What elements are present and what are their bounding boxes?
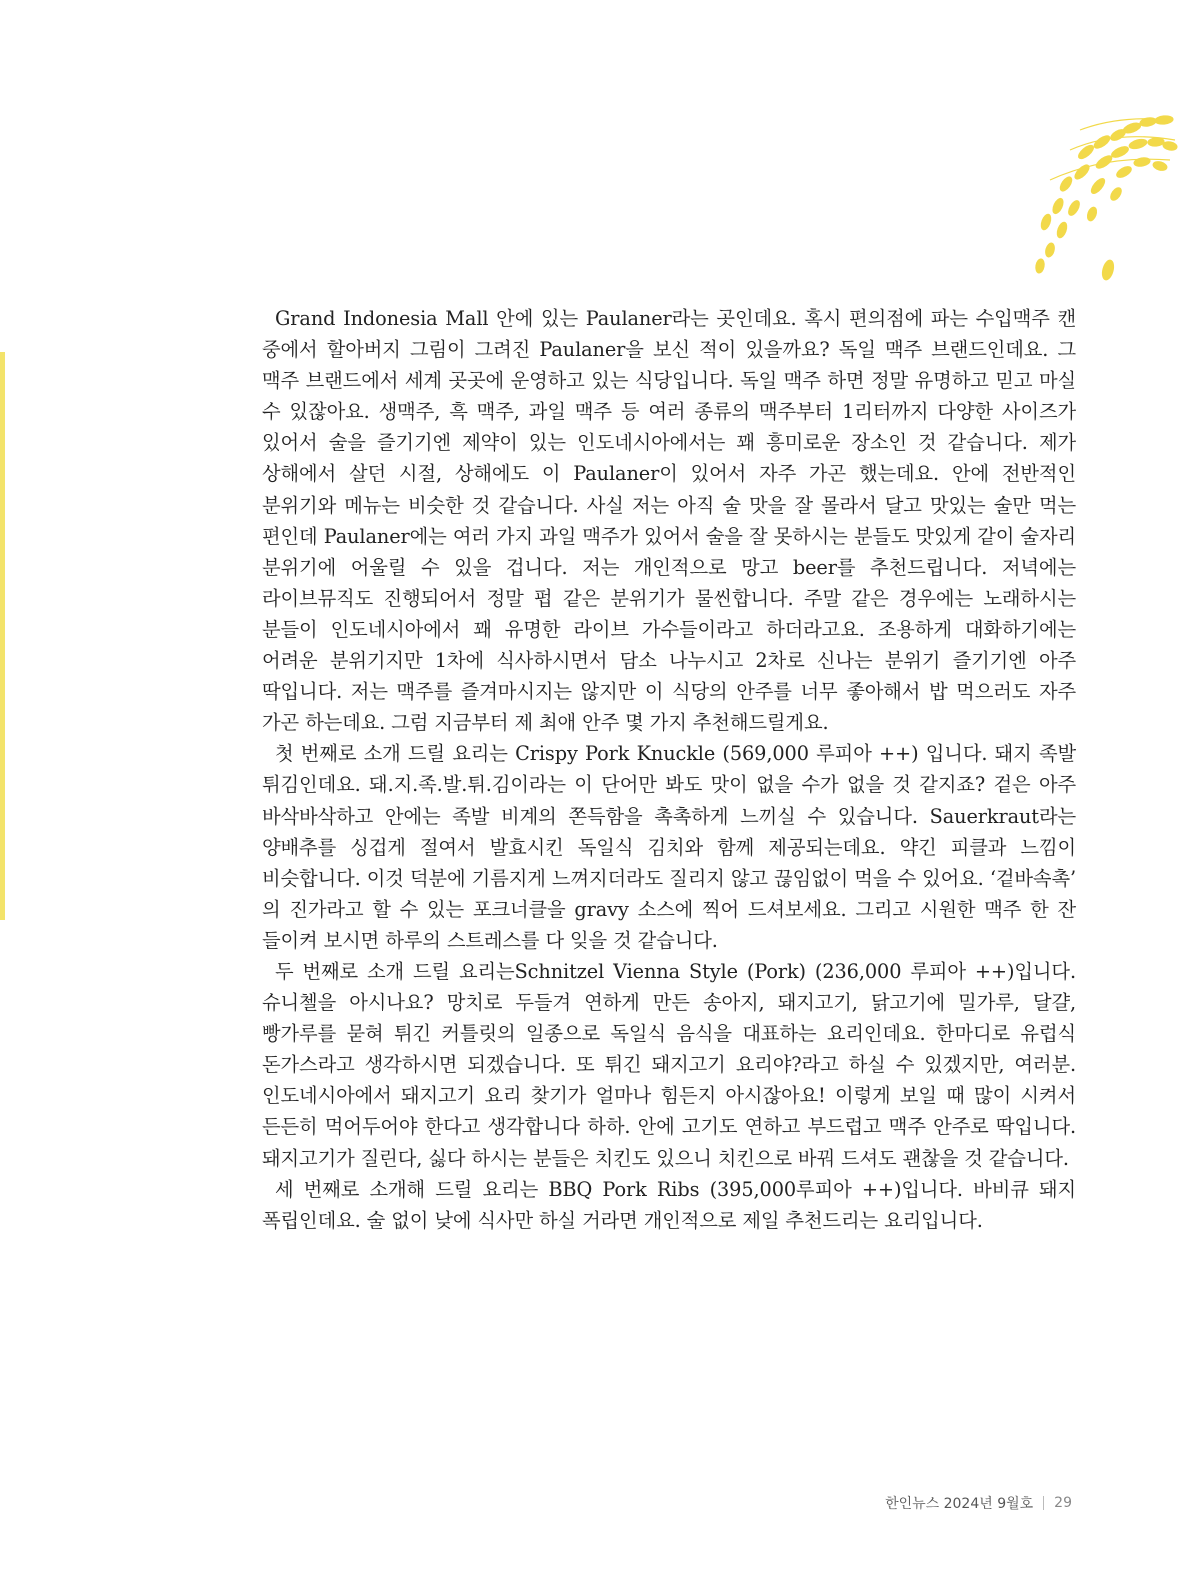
article-paragraph: Grand Indonesia Mall 안에 있는 Paulaner라는 곳인데요. 혹시 편의점에 파는 수입맥주 캔 중에서 할아버지 그림이 그려진 Paulaner을 보신 적이 있을까요? 독일 맥주 브랜드인데요. 그 맥주 브랜드에서 세계 곳곳에 운영하고 있는 식당입니다. 독일 맥주 하면 정말 유명하고 믿고 마실 수 있잖아요. 생맥주, 흑 맥주, 과일 맥주 등 여러 종류의 맥주부터 1리터까지 다양한 사이즈가 있어서 술을 즐기기엔 제약이 있는 인도네시아에서는 꽤 흥미로운 장소인 것 같습니다. 제가 상해에서 살던 시절, 상해에도 이 Paulaner이 있어서 자주 가곤 했는데요. 안에 전반적인 분위기와 메뉴는 비슷한 것 같습니다. 사실 저는 아직 술 맛을 잘 몰라서 달고 맛있는 술만 먹는 편인데 Paulaner에는 여러 가지 과일 맥주가 있어서 술을 잘 못하시는 분들도 맛있게 같이 술자리 분위기에 어울릴 수 있을 겁니다. 저는 개인적으로 망고 beer를 추천드립니다. 저녁에는 라이브뮤직도 진행되어서 정말 펍 같은 분위기가 물씬합니다. 주말 같은 경우에는 노래하시는 분들이 인도네시아에서 꽤 유명한 라이브 가수들이라고 하더라고요. 조용하게 대화하기에는 어려운 분위기지만 1차에 식사하시면서 담소 나누시고 2차로 신나는 분위기 즐기기엔 아주 딱입니다. 저는 맥주를 즐겨마시지는 않지만 이 식당의 안주를 너무 좋아해서 밥 먹으러도 자주 가곤 하는데요. 그럼 지금부터 제 최애 안주 몇 가지 추천해드릴게요. bbox=[262, 307, 1076, 735]
article-paragraph: 두 번째로 소개 드릴 요리는Schnitzel Vienna Style (Pork) (236,000 루피아 ++)입니다. 슈니첼을 아시나요? 망치로 두들겨 연하게 만든 송아지, 돼지고기, 닭고기에 밀가루, 달걀, 빵가루를 묻혀 튀긴 커틀릿의 일종으로 독일식 음식을 대표하는 요리인데요. 한마디로 유럽식 돈가스라고 생각하시면 되겠습니다. 또 튀긴 돼지고기 요리야?라고 하실 수 있겠지만, 여러분. 인도네시아에서 돼지고기 요리 찾기가 얼마나 힘든지 아시잖아요! 이렇게 보일 때 많이 시켜서 든든히 먹어두어야 한다고 생각합니다 하하. 안에 고기도 연하고 부드럽고 맥주 안주로 딱입니다. 돼지고기가 질린다, 싫다 하시는 분들은 치킨도 있으니 치킨으로 바꿔 드셔도 괜찮을 것 같습니다. bbox=[262, 959, 1076, 1170]
rice-stalk-leaves-icon bbox=[1020, 110, 1182, 290]
issue-label: 한인뉴스 2024년 9월호 bbox=[885, 1496, 1034, 1512]
page-number: 29 bbox=[1054, 1495, 1072, 1511]
article-body bbox=[262, 303, 1076, 1236]
article-paragraph: 첫 번째로 소개 드릴 요리는 Crispy Pork Knuckle (569,000 루피아 ++) 입니다. 돼지 족발 튀김인데요. 돼.지.족.발.튀.김이라는 이 단어만 봐도 맛이 없을 수가 없을 것 같지죠? 겉은 아주 바삭바삭하고 안에는 족발 비계의 쫀득함을 촉촉하게 느끼실 수 있습니다. Sauerkraut라는 양배추를 싱겁게 절여서 발효시킨 독일식 김치와 함께 제공되는데요. 약긴 피클과 느낌이 비슷합니다. 이것 덕분에 기름지게 느껴지더라도 질리지 않고 끊임없이 먹을 수 있어요. ‘겉바속촉’ 의 진가라고 할 수 있는 포크너클을 gravy 소스에 찍어 드셔보세요. 그리고 시원한 맥주 한 잔 들이켜 보시면 하루의 스트레스를 다 잊을 것 같습니다. bbox=[262, 742, 1076, 952]
footer-divider bbox=[1043, 1496, 1044, 1510]
article-paragraph: 세 번째로 소개해 드릴 요리는 BBQ Pork Ribs (395,000루피아 ++)입니다. 바비큐 돼지 폭립인데요. 술 없이 낮에 식사만 하실 거라면 개인적으로 제일 추천드리는 요리입니다. bbox=[262, 1177, 1076, 1232]
page-footer bbox=[885, 1493, 1072, 1513]
left-accent-bar bbox=[0, 352, 5, 920]
